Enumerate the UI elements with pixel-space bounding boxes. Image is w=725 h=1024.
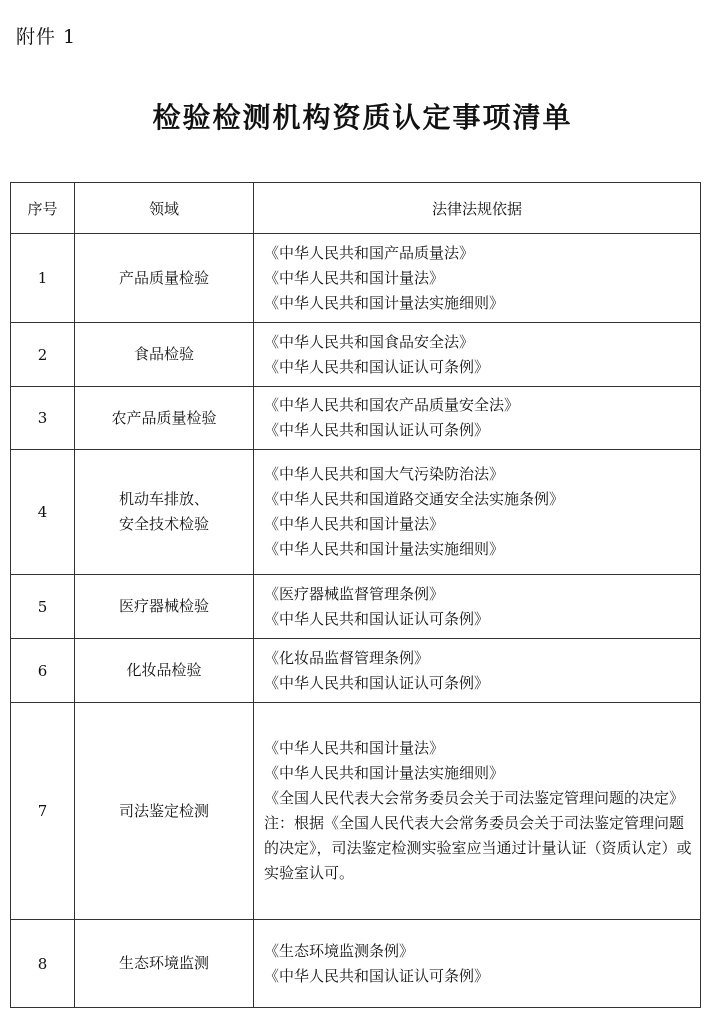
row-number: 1 — [11, 234, 75, 323]
law-item: 《中华人民共和国认证认可条例》 — [264, 966, 490, 985]
row-field: 产品质量检验 — [75, 234, 254, 323]
table-row — [11, 575, 701, 639]
row-basis — [254, 450, 701, 575]
table-row — [11, 387, 701, 450]
table-row — [11, 703, 701, 920]
law-item: 《中华人民共和国认证认可条例》 — [264, 421, 490, 439]
law-item: 《全国人民代表大会常务委员会关于司法鉴定管理问题的决定》 — [264, 789, 685, 807]
header-no: 序号 — [11, 183, 75, 234]
law-item: 《医疗器械监督管理条例》 — [264, 584, 445, 603]
row-field: 医疗器械检验 — [75, 575, 254, 639]
row-field: 食品检验 — [75, 323, 254, 387]
law-item: 《中华人民共和国认证认可条例》 — [264, 673, 490, 692]
row-number: 2 — [11, 323, 75, 387]
note-text: 注：根据《全国人民代表大会常务委员会关于司法鉴定管理问题的决定》，司法鉴定检测实验室应当通过计量认证（资质认定）或实验室认可。 — [264, 814, 692, 882]
table-row — [11, 323, 701, 387]
row-basis — [254, 639, 701, 703]
law-item: 《中华人民共和国计量法实施细则》 — [264, 764, 505, 782]
law-item: 《中华人民共和国计量法实施细则》 — [264, 540, 505, 558]
table-row — [11, 450, 701, 575]
law-item: 《中华人民共和国农产品质量安全法》 — [264, 396, 520, 414]
law-item: 《生态环境监测条例》 — [264, 941, 415, 960]
law-item: 《化妆品监督管理条例》 — [264, 648, 430, 667]
row-number: 4 — [11, 450, 75, 575]
header-basis: 法律法规依据 — [254, 183, 701, 234]
row-basis — [254, 703, 701, 920]
law-item: 《中华人民共和国产品质量法》 — [264, 243, 475, 262]
law-item: 《中华人民共和国计量法》 — [264, 515, 445, 533]
row-basis — [254, 920, 701, 1008]
row-basis — [254, 323, 701, 387]
law-item: 《中华人民共和国计量法》 — [264, 268, 445, 287]
law-item: 《中华人民共和国道路交通安全法实施条例》 — [264, 490, 565, 508]
row-number: 3 — [11, 387, 75, 450]
row-field — [75, 450, 254, 575]
row-field: 化妆品检验 — [75, 639, 254, 703]
row-field: 生态环境监测 — [75, 920, 254, 1008]
law-item: 《中华人民共和国认证认可条例》 — [264, 609, 490, 628]
header-field: 领域 — [75, 183, 254, 234]
row-number: 7 — [11, 703, 75, 920]
row-field: 农产品质量检验 — [75, 387, 254, 450]
row-field: 司法鉴定检测 — [75, 703, 254, 920]
attachment-label: 附件 1 — [16, 26, 77, 48]
law-item: 《中华人民共和国计量法实施细则》 — [264, 293, 505, 312]
law-item: 《中华人民共和国计量法》 — [264, 739, 445, 757]
law-item: 《中华人民共和国大气污染防治法》 — [264, 465, 505, 483]
law-item: 《中华人民共和国食品安全法》 — [264, 332, 475, 351]
document-title: 检验检测机构资质认定事项清单 — [152, 101, 573, 134]
qualification-table — [10, 182, 701, 1008]
field-line: 安全技术检验 — [118, 515, 209, 533]
row-number: 6 — [11, 639, 75, 703]
row-number: 5 — [11, 575, 75, 639]
law-item: 《中华人民共和国认证认可条例》 — [264, 357, 490, 376]
table-header-row — [11, 183, 701, 234]
table-row — [11, 639, 701, 703]
row-number: 8 — [11, 920, 75, 1008]
row-basis — [254, 575, 701, 639]
field-line: 机动车排放、 — [118, 490, 209, 508]
row-basis — [254, 387, 701, 450]
row-basis — [254, 234, 701, 323]
table-row — [11, 234, 701, 323]
table-row — [11, 920, 701, 1008]
